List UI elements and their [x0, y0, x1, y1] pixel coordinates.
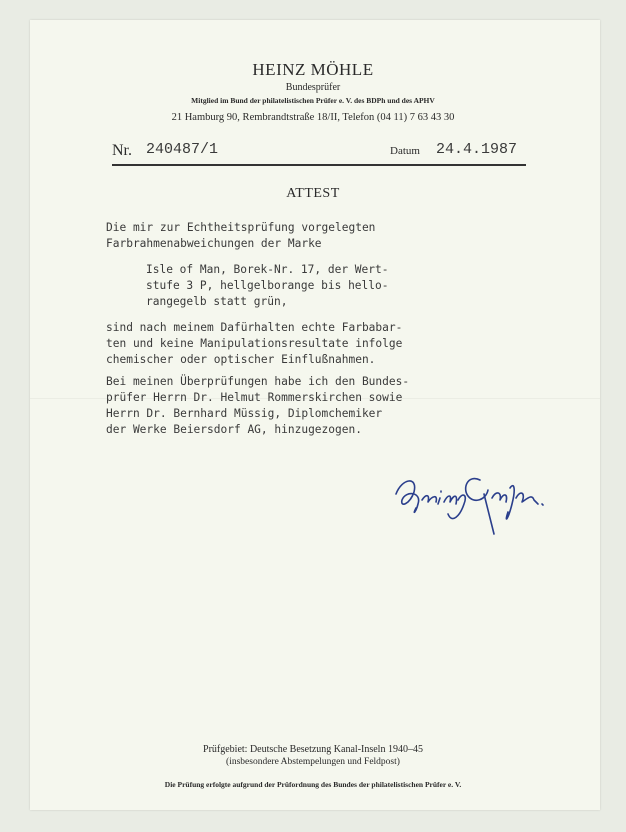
paragraph-verdict [106, 320, 402, 368]
reference-number-value: 240487/1 [146, 141, 219, 158]
reference-number-label: Nr. [112, 142, 132, 159]
text-line: rangegelb statt grün, [146, 295, 288, 308]
paragraph-intro [106, 220, 375, 252]
text-line: Isle of Man, Borek-Nr. 17, der Wert- [146, 263, 389, 276]
text-line: Farbrahmenabweichungen der Marke [106, 237, 322, 250]
letterhead-name: HEINZ MÖHLE [252, 60, 374, 79]
footer-test-area: Prüfgebiet: Deutsche Besetzung Kanal-Inseln 1940–45 [203, 744, 423, 755]
text-line: stufe 3 P, hellgelborange bis hello- [146, 279, 389, 292]
paragraph-consultants [106, 374, 409, 438]
text-line: chemischer oder optischer Einflußnahmen. [106, 353, 376, 366]
text-line: Herrn Dr. Bernhard Müssig, Diplomchemiker [106, 407, 383, 420]
date-label: Datum [390, 145, 420, 157]
text-line: Bei meinen Überprüfungen habe ich den Bundes- [106, 375, 410, 388]
text-line: der Werke Beiersdorf AG, hinzugezogen. [106, 423, 362, 436]
letterhead-membership: Mitglied im Bund der philatelistischen Prüfer e. V. des BDPh und des APHV [191, 96, 435, 105]
header-divider [112, 164, 526, 166]
text-line: prüfer Herrn Dr. Helmut Rommerskirchen sowie [106, 391, 403, 404]
footer-regulation-note: Die Prüfung erfolgte aufgrund der Prüfordnung des Bundes der philatelistischen Prüfer e. V. [164, 780, 462, 789]
handwritten-signature [388, 464, 548, 544]
letterhead-title: Bundesprüfer [285, 82, 341, 93]
text-line: ten und keine Manipulationsresultate infolge [106, 337, 403, 350]
text-line: Die mir zur Echtheitsprüfung vorgelegten [106, 221, 376, 234]
text-line: sind nach meinem Dafürhalten echte Farbabar- [106, 321, 403, 334]
document-title: ATTEST [286, 186, 340, 201]
paragraph-item [146, 262, 388, 310]
letterhead-address: 21 Hamburg 90, Rembrandtstraße 18/II, Telefon (04 11) 7 63 43 30 [171, 112, 455, 123]
footer-test-area-detail: (insbesondere Abstempelungen und Feldpost) [226, 757, 400, 767]
date-value: 24.4.1987 [436, 141, 518, 158]
